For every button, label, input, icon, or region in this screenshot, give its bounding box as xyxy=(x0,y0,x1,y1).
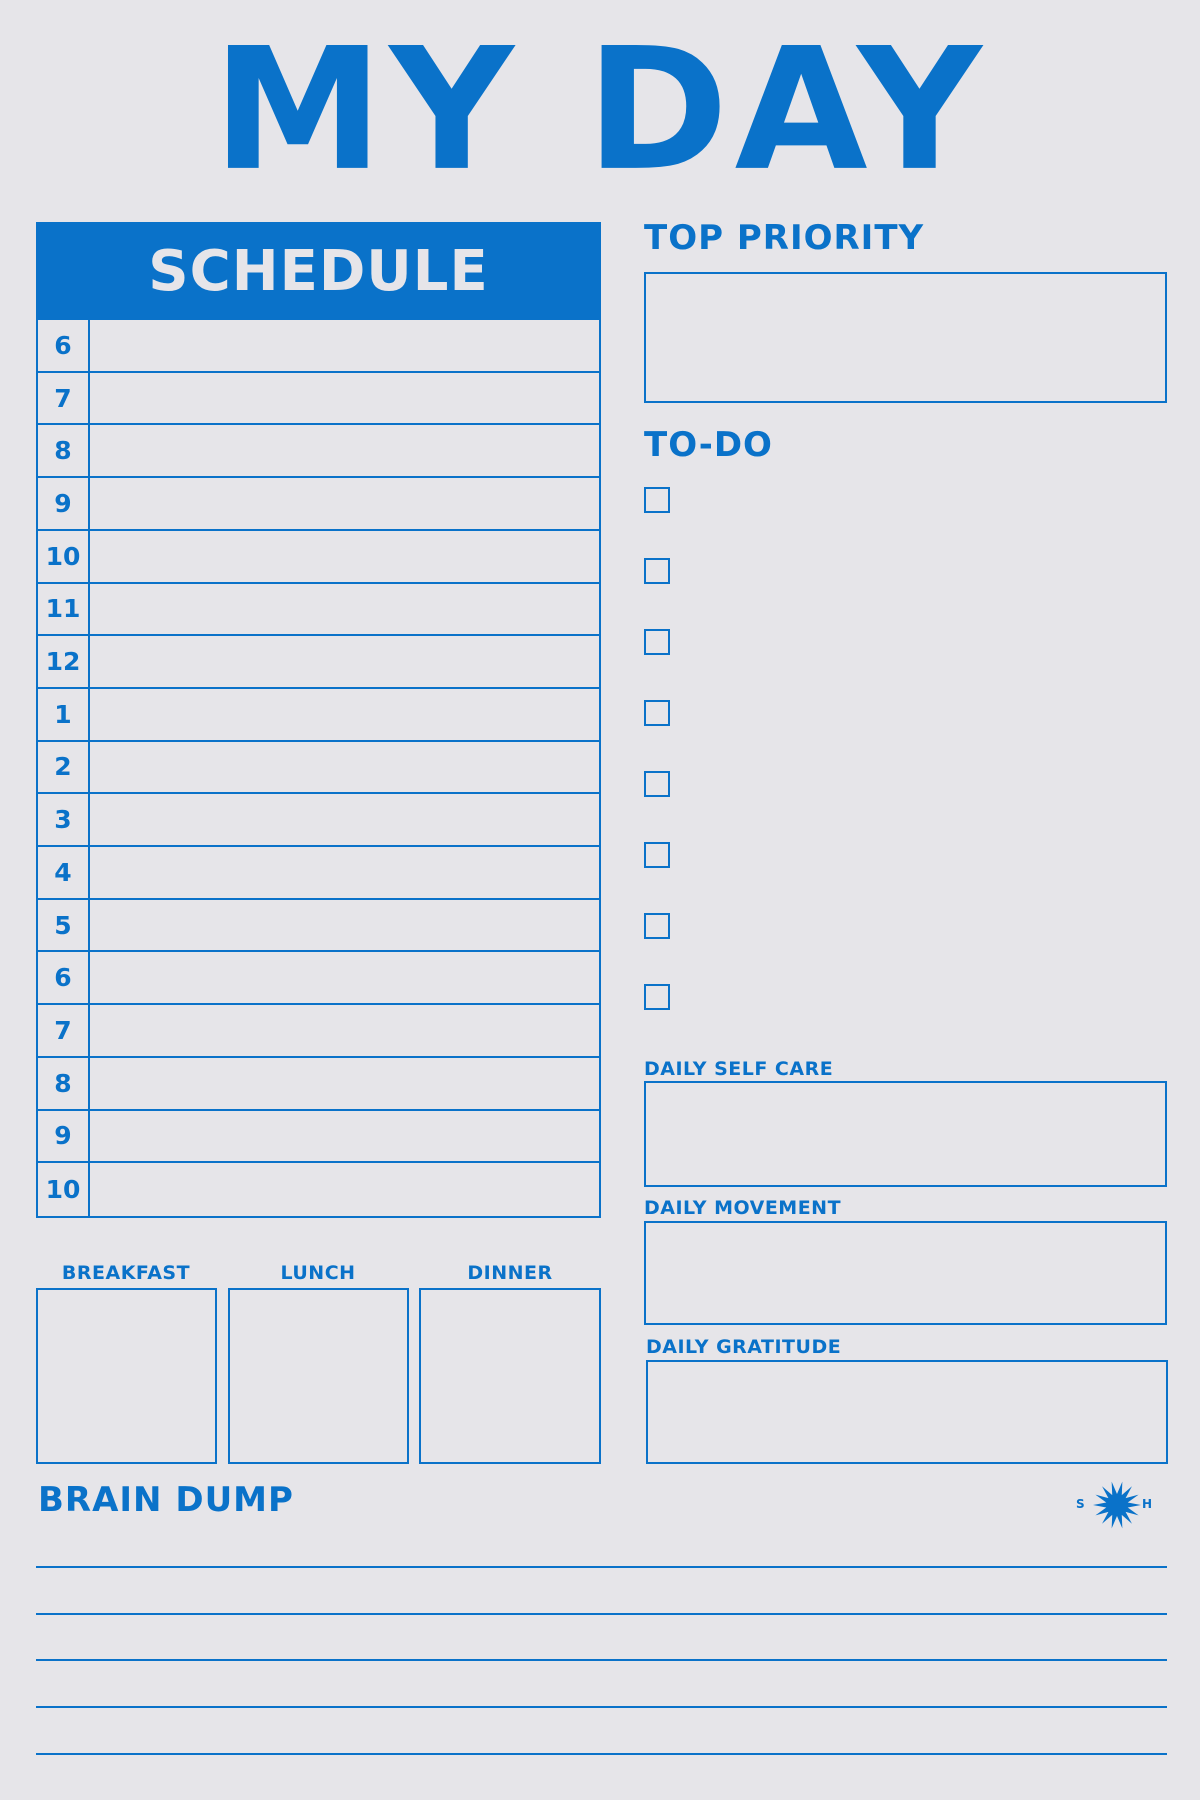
schedule-row[interactable] xyxy=(38,1058,599,1111)
schedule-row[interactable] xyxy=(38,478,599,531)
schedule-row[interactable] xyxy=(38,636,599,689)
gratitude-box[interactable] xyxy=(646,1360,1168,1464)
hour-label: 8 xyxy=(38,1058,90,1109)
dinner-label: DINNER xyxy=(467,1262,553,1284)
hour-label: 3 xyxy=(38,794,90,845)
hour-label: 7 xyxy=(38,373,90,424)
schedule-row[interactable] xyxy=(38,1005,599,1058)
hour-label: 8 xyxy=(38,425,90,476)
breakfast-box[interactable] xyxy=(36,1288,217,1464)
schedule-row[interactable] xyxy=(38,425,599,478)
schedule-row[interactable] xyxy=(38,847,599,900)
self-care-label: DAILY SELF CARE xyxy=(644,1058,834,1080)
schedule-row[interactable] xyxy=(38,320,599,373)
brain-dump-line[interactable] xyxy=(36,1566,1167,1568)
hour-label: 4 xyxy=(38,847,90,898)
schedule-row[interactable] xyxy=(38,742,599,795)
todo-checkbox[interactable] xyxy=(644,487,670,513)
hour-label: 9 xyxy=(38,478,90,529)
hour-label: 5 xyxy=(38,900,90,951)
brain-dump-line[interactable] xyxy=(36,1753,1167,1755)
todo-checkbox[interactable] xyxy=(644,558,670,584)
schedule-row[interactable] xyxy=(38,900,599,953)
movement-box[interactable] xyxy=(644,1221,1167,1325)
dinner-box[interactable] xyxy=(419,1288,601,1464)
brain-dump-line[interactable] xyxy=(36,1659,1167,1661)
brand-logo xyxy=(1076,1480,1156,1530)
logo-letter-h: H xyxy=(1142,1497,1153,1511)
hour-label: 6 xyxy=(38,952,90,1003)
hour-label: 11 xyxy=(38,584,90,635)
self-care-box[interactable] xyxy=(644,1081,1167,1187)
top-priority-box[interactable] xyxy=(644,272,1167,403)
todo-checkbox[interactable] xyxy=(644,984,670,1010)
lunch-box[interactable] xyxy=(228,1288,409,1464)
todo-checkbox[interactable] xyxy=(644,629,670,655)
schedule-row[interactable] xyxy=(38,1163,599,1216)
movement-label: DAILY MOVEMENT xyxy=(644,1197,842,1219)
hour-label: 10 xyxy=(38,531,90,582)
top-priority-label: TOP PRIORITY xyxy=(644,218,925,258)
schedule-header: SCHEDULE xyxy=(38,224,599,320)
gratitude-label: DAILY GRATITUDE xyxy=(646,1336,842,1358)
todo-checkbox[interactable] xyxy=(644,771,670,797)
hour-label: 2 xyxy=(38,742,90,793)
schedule-table xyxy=(36,222,601,1218)
brain-dump-line[interactable] xyxy=(36,1613,1167,1615)
hour-label: 12 xyxy=(38,636,90,687)
breakfast-label: BREAKFAST xyxy=(61,1262,191,1284)
schedule-row[interactable] xyxy=(38,373,599,426)
lunch-label: LUNCH xyxy=(280,1262,356,1284)
schedule-rows xyxy=(38,320,599,1216)
todo-checkbox[interactable] xyxy=(644,700,670,726)
schedule-row[interactable] xyxy=(38,952,599,1005)
todo-checkbox[interactable] xyxy=(644,842,670,868)
hour-label: 10 xyxy=(38,1163,90,1216)
hour-label: 1 xyxy=(38,689,90,740)
hour-label: 9 xyxy=(38,1111,90,1162)
schedule-row[interactable] xyxy=(38,689,599,742)
page-title: MY DAY xyxy=(212,11,988,208)
schedule-row[interactable] xyxy=(38,794,599,847)
hour-label: 6 xyxy=(38,320,90,371)
brain-dump-label: BRAIN DUMP xyxy=(38,1480,294,1520)
schedule-row[interactable] xyxy=(38,1111,599,1164)
todo-label: TO-DO xyxy=(644,425,773,465)
hour-label: 7 xyxy=(38,1005,90,1056)
sun-burst-icon xyxy=(1092,1480,1142,1530)
brain-dump-line[interactable] xyxy=(36,1706,1167,1708)
schedule-row[interactable] xyxy=(38,531,599,584)
logo-letter-s: S xyxy=(1076,1497,1085,1511)
todo-checkbox[interactable] xyxy=(644,913,670,939)
schedule-row[interactable] xyxy=(38,584,599,637)
